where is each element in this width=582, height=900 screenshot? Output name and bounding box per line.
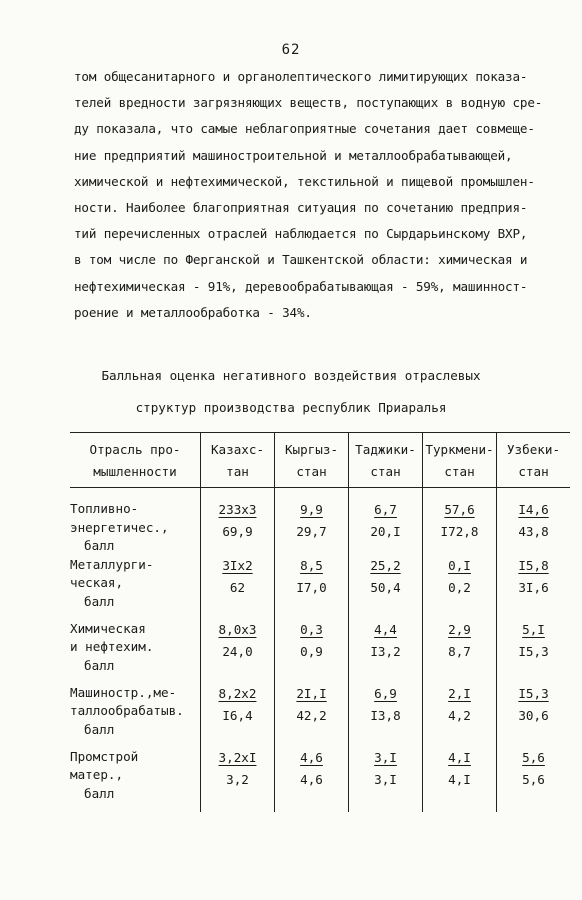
score-cell: 0,I 0,2: [423, 556, 497, 620]
paragraph-line: химической и нефтехимической, текстильной и пищевой промышлен-: [74, 173, 535, 189]
header-turkmenistan: Туркмени- стан: [423, 433, 497, 488]
ratings-table: [70, 432, 570, 812]
score-cell: 3,I 3,I: [349, 748, 423, 812]
header-kyrgyzstan: Кыргыз- стан: [275, 433, 349, 488]
score-cell: 57,6 I72,8: [423, 488, 497, 556]
score-cell: 4,I 4,I: [423, 748, 497, 812]
table-row: [70, 620, 570, 684]
table-header-row: [70, 433, 570, 488]
score-cell: 3Ix2 62: [201, 556, 275, 620]
score-cell: 0,3 0,9: [275, 620, 349, 684]
score-cell: 4,4 I3,2: [349, 620, 423, 684]
branch-cell: Промстрой матер., балл: [70, 748, 139, 801]
table-row: [70, 748, 570, 812]
paragraph-line: тий перечисленных отраслей наблюдается по Сырдарьинскому ВХР,: [74, 226, 528, 242]
score-cell: 25,2 50,4: [349, 556, 423, 620]
table-caption-line2: структур производства республик Приаралья: [135, 400, 447, 415]
paragraph-line: телей вредности загрязняющих веществ, поступающих в водную сре-: [74, 95, 543, 111]
header-uzbekistan: Узбеки- стан: [497, 433, 571, 488]
branch-cell: Химическая и нефтехим. балл: [70, 620, 154, 673]
body-paragraph: [74, 64, 564, 326]
score-cell: 2,I 4,2: [423, 684, 497, 748]
score-cell: I5,8 3I,6: [497, 556, 571, 620]
score-cell: 6,7 20,I: [349, 488, 423, 556]
score-cell: 2,9 8,7: [423, 620, 497, 684]
branch-cell: Металлурги- ческая, балл: [70, 556, 154, 609]
score-cell: 4,6 4,6: [275, 748, 349, 812]
branch-cell: Топливно- энергетичес., балл: [70, 501, 169, 553]
score-cell: 8,0x3 24,0: [201, 620, 275, 684]
table-row: [70, 684, 570, 748]
score-cell: 8,5 I7,0: [275, 556, 349, 620]
score-cell: 5,I I5,3: [497, 620, 571, 684]
header-tajikistan: Таджики- стан: [349, 433, 423, 488]
paragraph-line: ности. Наиболее благоприятная ситуация по сочетанию предприя-: [74, 200, 528, 216]
paragraph-line: нефтехимическая - 91%, деревообрабатывающая - 59%, машинност-: [74, 278, 528, 294]
score-cell: 6,9 I3,8: [349, 684, 423, 748]
header-branch: Отрасль про- мышленности: [70, 433, 201, 488]
score-cell: 9,9 29,7: [275, 488, 349, 556]
score-cell: 5,6 5,6: [497, 748, 571, 812]
paragraph-line: ние предприятий машиностроительной и металлообрабатывающей,: [74, 147, 513, 163]
paragraph-line: том общесанитарного и органолептического лимитирующих показа-: [74, 69, 528, 84]
page-number: 62: [281, 42, 301, 58]
score-cell: 233x3 69,9: [201, 488, 275, 556]
score-cell: I5,3 30,6: [497, 684, 571, 748]
paragraph-line: роение и металлообработка - 34%.: [74, 304, 312, 320]
score-cell: I4,6 43,8: [497, 488, 571, 556]
paragraph-line: ду показала, что самые неблагоприятные сочетания дает совмеще-: [74, 121, 535, 137]
table-caption-line1: Балльная оценка негативного воздействия отраслевых: [101, 368, 481, 383]
table-row: [70, 556, 570, 620]
score-cell: 8,2x2 I6,4: [201, 684, 275, 748]
header-kazakhstan: Казахс- тан: [201, 433, 275, 488]
score-cell: 2I,I 42,2: [275, 684, 349, 748]
score-cell: 3,2xI 3,2: [201, 748, 275, 812]
branch-cell: Машиностр.,ме- таллообрабатыв. балл: [70, 684, 184, 737]
table-row: [70, 488, 570, 556]
paragraph-line: в том числе по Ферганской и Ташкентской области: химическая и: [74, 252, 528, 268]
